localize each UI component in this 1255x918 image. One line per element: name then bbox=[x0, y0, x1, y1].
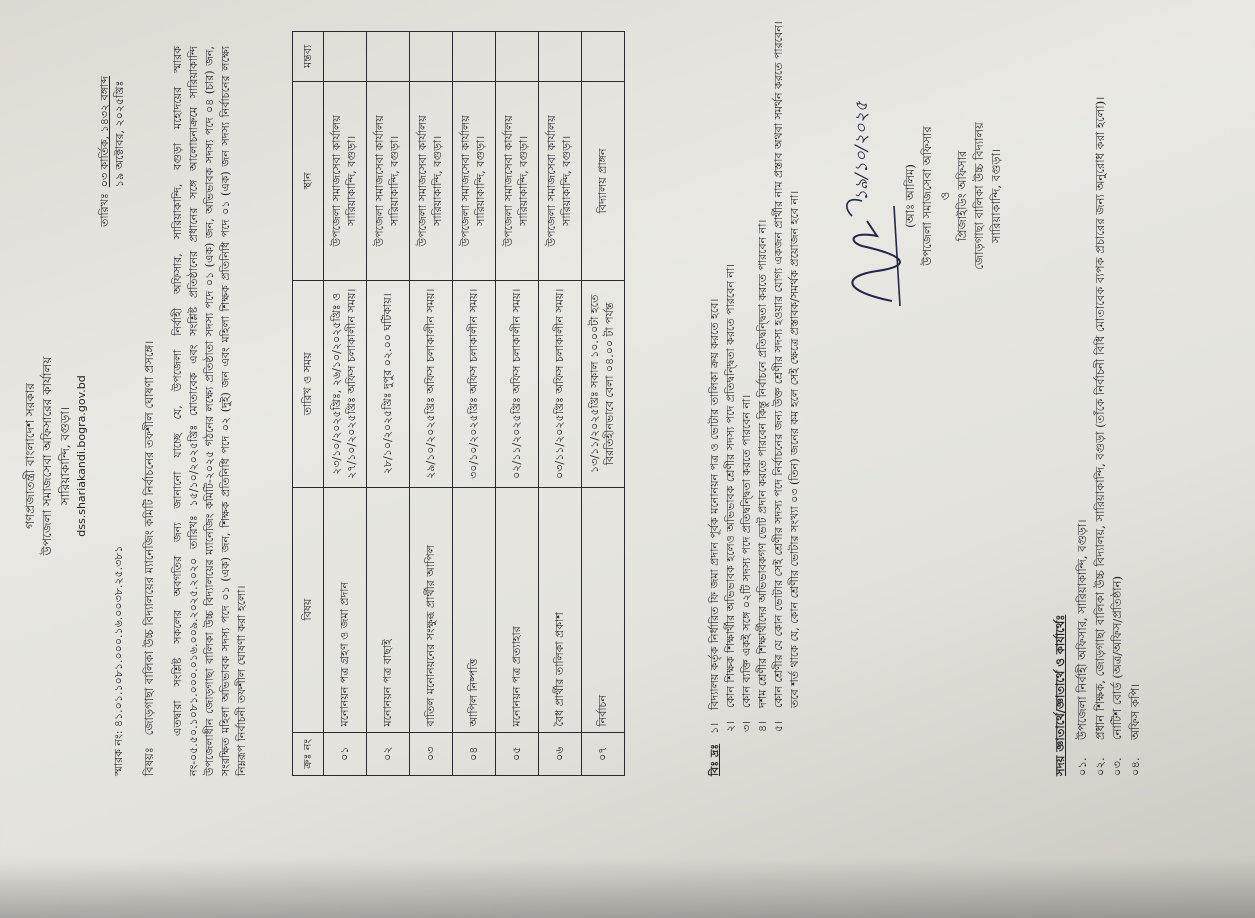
table-row bbox=[410, 32, 453, 776]
table-row bbox=[582, 32, 625, 776]
office-name: উপজেলা সমাজসেবা অফিসারের কার্যালয় bbox=[40, 356, 55, 556]
signatory-role: প্রিজাইডিং অফিসার bbox=[954, 150, 969, 242]
row-serial: ০২ bbox=[367, 732, 410, 775]
signatory-place: সারিয়াকান্দি, বগুড়া। bbox=[989, 148, 1004, 244]
memo-date bbox=[98, 76, 128, 227]
row-remark bbox=[324, 32, 367, 82]
row-subject: মনোনয়ন পত্র বাছাই bbox=[367, 487, 410, 732]
copy-text: উপজেলা নির্বাহী অফিসার, সারিয়াকান্দি, বগুড়া। bbox=[1074, 519, 1089, 740]
note-text: কোন ব্যক্তি একই সঙ্গে ০২টি সদস্য পদে প্রতিদ্বন্দ্বিতা করতে পারবেন না। bbox=[739, 394, 753, 708]
header-place: স্থান bbox=[293, 81, 324, 280]
row-remark bbox=[410, 32, 453, 82]
table-row bbox=[453, 32, 496, 776]
row-place: উপজেলা সমাজসেবা কার্যালয় সারিয়াকান্দি, বগুড়া। bbox=[324, 81, 367, 280]
memo-number: স্মারক নং: ৪১.০১.১০৮১.০০০.১৬.০০৩৮.২৫.৩৮১ bbox=[112, 545, 125, 776]
row-serial: ০১ bbox=[324, 732, 367, 775]
row-datetime: ০২/১১/২০২৫খ্রিঃ অফিস চলাকালীন সময়। bbox=[496, 281, 539, 487]
table-row bbox=[539, 32, 582, 776]
row-datetime: ০৩/১১/২০২৫খ্রিঃ অফিস চলাকালীন সময়। bbox=[539, 281, 582, 487]
copy-text: প্রধান শিক্ষক, জোড়গাছা বালিকা উচ্চ বিদ্যালয়, সারিয়াকান্দি, বগুড়া (তাঁকে নির্বাচনী বিধি মোতাবেক ব্যপক প্রচারের জন্য অনুরোধ করা হলো)। bbox=[1092, 96, 1107, 740]
subject-label: বিষয়ঃ bbox=[142, 747, 156, 776]
row-datetime: ২৯/১০/২০২৫খ্রিঃ অফিস চলাকালীন সময়। bbox=[410, 281, 453, 487]
header-serial: ক্রঃ নং bbox=[293, 732, 324, 775]
copy-text: অফিস কপি। bbox=[1128, 683, 1143, 740]
row-remark bbox=[367, 32, 410, 82]
row-serial: ০৩ bbox=[410, 732, 453, 775]
copy-to-section bbox=[1052, 16, 1145, 776]
date-label: তারিখঃ bbox=[98, 193, 111, 227]
row-subject: নির্বাচন bbox=[582, 487, 625, 732]
signatory-school: জোড়গাছা বালিকা উচ্চ বিদ্যালয় bbox=[972, 122, 986, 270]
row-subject: মনোনয়ন পত্র প্রত্যাহার bbox=[496, 487, 539, 732]
row-serial: ০৬ bbox=[539, 732, 582, 775]
table-row bbox=[496, 32, 539, 776]
row-remark bbox=[539, 32, 582, 82]
table-header-row bbox=[293, 32, 324, 776]
note-item bbox=[739, 16, 755, 776]
signatory-conjunction: ও bbox=[937, 191, 952, 201]
row-subject: আপিল নিষ্পত্তি bbox=[453, 487, 496, 732]
note-item bbox=[707, 16, 723, 776]
copy-to-item bbox=[1127, 16, 1145, 776]
note-text: কোন শিক্ষক শিক্ষার্থীর অভিভাবক হলেও অভিভাবক শ্রেণীর সদস্য পদে প্রতিদ্বন্দ্বিতা করতে পারবেন না। bbox=[723, 263, 737, 708]
document-page bbox=[2, 0, 1255, 916]
subject-line bbox=[142, 76, 158, 776]
row-subject: বৈধ প্রার্থীর তালিকা প্রকাশ bbox=[539, 487, 582, 732]
note-number: ১। bbox=[708, 722, 721, 734]
date-bangla: ০৩ কার্তিক, ১৪৩২ বঙ্গাব্দ bbox=[98, 76, 111, 188]
row-place: উপজেলা সমাজসেবা কার্যালয় সারিয়াকান্দি, বগুড়া। bbox=[539, 81, 582, 280]
signatory-name: (আঃ আলিম) bbox=[903, 164, 917, 228]
table-row bbox=[324, 32, 367, 776]
header-remark: মন্তব্য bbox=[293, 32, 324, 82]
copy-text: নোটিশ বোর্ড (অত্র/অফিস/প্রতিষ্ঠান) bbox=[1110, 576, 1125, 740]
row-place: উপজেলা সমাজসেবা কার্যালয় সারিয়াকান্দি, বগুড়া। bbox=[496, 81, 539, 280]
note-text: কোন শ্রেণীর যে কোন ভোটার সেই শ্রেণীর সদস্য পদে নির্বাচনের জন্য উক্ত শ্রেণীর সদস্য হওয়ার যোগ্য একজন প্রার্থীর নাম প্রস্তাব অথবা সমর্থন করতে পারবেন। তবে শর্ত থাকে যে, কোন শ্রেণীর ভোটার সংখ্যা ০৩ (তিন) জনের কম হলে সেই ক্ষেত্রে প্রস্তাবক/সমর্থক প্রয়োজন হবে না। bbox=[771, 21, 801, 708]
copy-number: ০৩. bbox=[1110, 757, 1125, 776]
date-english: ১৯ অক্টোবর, ২০২৫খ্রিঃ bbox=[112, 80, 126, 188]
copy-to-item bbox=[1109, 16, 1127, 776]
row-place: উপজেলা সমাজসেবা কার্যালয় সারিয়াকান্দি, বগুড়া। bbox=[410, 81, 453, 280]
copy-to-item bbox=[1074, 16, 1092, 776]
note-text: দশম শ্রেণীর শিক্ষার্থীদের অভিভাবকগণ ভোট প্রদান করতে পারবেন কিন্তু নির্বাচনে প্রতিদ্বন্দ্বিতা করতে পারবেন না। bbox=[755, 219, 769, 708]
row-datetime: ২৩/১০/২০২৫খ্রিঃ, ২৬/১০/২০২৫খ্রিঃ ও ২৭/১০/২০২৫খ্রিঃ অফিস চলাকালীন সময়। bbox=[324, 281, 367, 487]
row-datetime: ১৩/১১/২০২৫খ্রিঃ সকাল ১০.০০টা হতে বিরতিহীনভাবে বেলা ০৪.০০ টা পর্যন্ত bbox=[582, 281, 625, 487]
row-datetime: ২৮/১০/২০২৫খ্রিঃ দুপুর ০২.০০ ঘটিকায়। bbox=[367, 281, 410, 487]
row-subject: মনোনয়ন পত্র গ্রহণ ও জমা প্রদান bbox=[324, 487, 367, 732]
row-remark bbox=[582, 32, 625, 82]
copy-number: ০১. bbox=[1074, 757, 1089, 776]
row-serial: ০৪ bbox=[453, 732, 496, 775]
note-number: ৪। bbox=[755, 720, 769, 732]
body-paragraph: এতদ্বারা সংশ্লিষ্ট সকলের অবগতির জন্য জানানো যাচ্ছে যে, উপজেলা নির্বাহী অফিসার, সারিয়াকান্দি, বগুড়া মহোদয়ের স্মারক নং-০৫.৫০.১০৮১.০০০.০১৬.০০৯.২০২৫.২০২০ তারিখঃ ১৫/১০/২০২৫খ্রিঃ মোতাবেক এবং সংশ্লিষ্ট প্রতিষ্ঠানের প্রধানের সঙ্গে আলোচনাক্রমে সারিয়াকান্দি উপজেলাধীন জোড়গাছা বালিকা উচ্চ বিদ্যালয়ের ম্যানেজিং কমিটি-২০২৫ গঠনের লক্ষ্যে প্রতিষ্ঠাতা সদস্য পদে ০১ (এক) জন, অভিভাবক সদস্য পদে ০৪ (চার) জন, সংরক্ষিত মহিলা অভিভাবক সদস্য পদে ০১ (এক) জন, শিক্ষক প্রতিনিধি পদে ০২ (দুই) জন এবং মহিলা শিক্ষক প্রতিনিধি পদে ০১ (এক) জন সদস্য নির্বাচনের লক্ষ্যে নিম্নরূপ নির্বাচনী তফশীল ঘোষণা করা হলো। bbox=[171, 46, 248, 776]
signature-date: ১৯/১০/২০২৫ bbox=[852, 101, 872, 201]
header-datetime: তারিখ ও সময় bbox=[293, 281, 324, 487]
row-remark bbox=[496, 32, 539, 82]
note-number: ৫। bbox=[771, 720, 785, 732]
row-place: উপজেলা সমাজসেবা কার্যালয় সারিয়াকান্দি, বগুড়া। bbox=[453, 81, 496, 280]
note-number: ২। bbox=[723, 720, 737, 732]
copy-number: ০২. bbox=[1092, 757, 1107, 776]
notes-section bbox=[707, 16, 803, 776]
row-serial: ০৫ bbox=[496, 732, 539, 775]
row-remark bbox=[453, 32, 496, 82]
note-number: ৩। bbox=[739, 720, 753, 732]
copy-to-heading: সদয় জ্ঞাতার্থে/জ্ঞাতার্থে ও কার্যার্থেঃ bbox=[1053, 614, 1067, 776]
election-schedule-table bbox=[292, 31, 625, 776]
office-website: dss.shariakandi.bogra.gov.bd bbox=[75, 375, 89, 537]
note-item bbox=[771, 16, 803, 776]
signature-block bbox=[902, 86, 1006, 306]
note-text: বিদ্যালয় কর্তৃক নির্ধারিত ফি জমা প্রদান পূর্বক মনোনয়ন পত্র ও ভোটার তালিকা ক্রয় করতে হবে। bbox=[708, 298, 721, 710]
row-datetime: ৩০/১০/২০২৫খ্রিঃ অফিস চলাকালীন সময়। bbox=[453, 281, 496, 487]
office-location: সারিয়াকান্দি, বগুড়া। bbox=[57, 406, 72, 506]
govt-name: গণপ্রজাতন্ত্রী বাংলাদেশ সরকার bbox=[23, 383, 37, 529]
letterhead bbox=[22, 196, 90, 716]
table-row bbox=[367, 32, 410, 776]
note-item bbox=[755, 16, 771, 776]
copy-number: ০৪. bbox=[1128, 757, 1143, 776]
signatory-title: উপজেলা সমাজসেবা অফিসার bbox=[920, 126, 935, 266]
subject-text: জোড়গাছা বালিকা উচ্চ বিদ্যালয়ের ম্যানেজিং কমিটি নির্বাচনের তফশীল ঘোষণা প্রসঙ্গে। bbox=[142, 340, 156, 736]
note-item bbox=[723, 16, 739, 776]
copy-to-item bbox=[1092, 16, 1110, 776]
notes-label: বিঃ দ্রঃ bbox=[708, 743, 721, 776]
row-place: বিদ্যালয় প্রাঙ্গন bbox=[582, 81, 625, 280]
row-serial: ০৭ bbox=[582, 732, 625, 775]
row-subject: বাতিল মনোনয়নের সংক্ষুব্ধ প্রার্থীর আপিল bbox=[410, 487, 453, 732]
row-place: উপজেলা সমাজসেবা কার্যালয় সারিয়াকান্দি, বগুড়া। bbox=[367, 81, 410, 280]
header-subject: বিষয় bbox=[293, 487, 324, 732]
